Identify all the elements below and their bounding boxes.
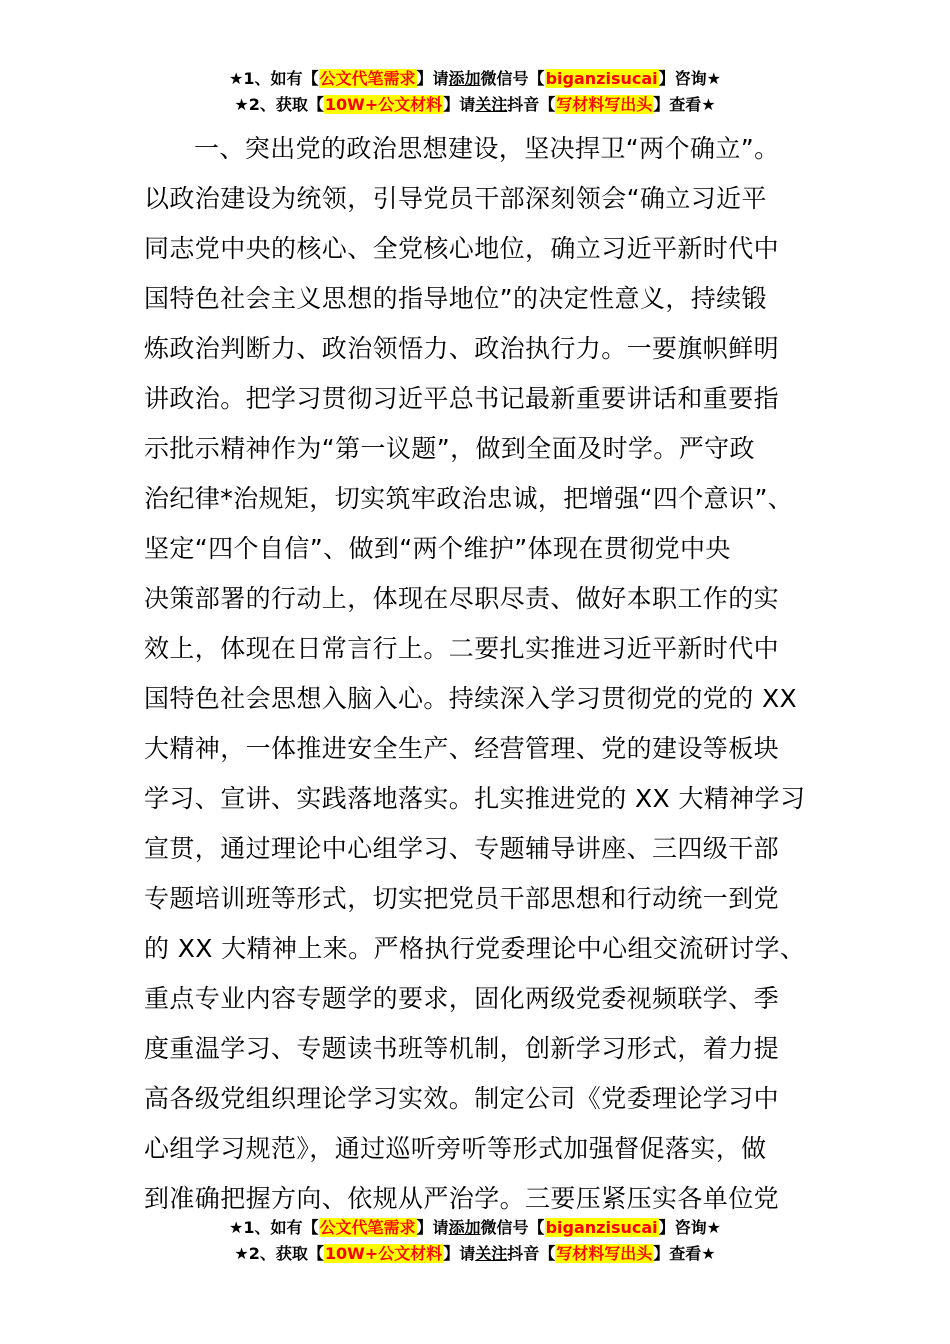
- paragraph-line: 大精神，一体推进安全生产、经营管理、党的建设等板块: [144, 734, 780, 763]
- banner-text: ★2、获取【: [234, 1244, 324, 1263]
- banner-highlight: 写材料写出头: [556, 95, 653, 114]
- paragraph-line: 重点专业内容专题学的要求，固化两级党委视频联学、季: [144, 984, 780, 1013]
- banner-text: 】咨询★: [658, 69, 721, 88]
- banner-text: 】请: [416, 69, 449, 88]
- top-banner: [0, 66, 950, 118]
- paragraph-line: 以政治建设为统领，引导党员干部深刻领会“确立习近平: [144, 184, 767, 213]
- paragraph-line: 炼政治判断力、政治领悟力、政治执行力。一要旗帜鲜明: [144, 334, 780, 363]
- paragraph-line: 专题培训班等形式，切实把党员干部思想和行动统一到党: [144, 884, 780, 913]
- paragraph-line: 心组学习规范》，通过巡听旁听等形式加强督促落实，做: [144, 1134, 767, 1163]
- banner-text: 微信号【: [480, 69, 545, 88]
- paragraph-line: 高各级党组织理论学习实效。制定公司《党委理论学习中: [144, 1084, 780, 1113]
- banner-highlight: biganzisucai: [545, 69, 658, 88]
- banner-underlined: 添加: [448, 69, 481, 88]
- paragraph-line: 决策部署的行动上，体现在尽职尽责、做好本职工作的实: [144, 584, 780, 613]
- banner-text: 抖音【: [507, 1244, 556, 1263]
- banner-line-1: [0, 1215, 950, 1241]
- banner-underlined: 关注: [475, 1244, 508, 1263]
- banner-highlight: biganzisucai: [545, 1218, 658, 1237]
- paragraph-line: 坚定“四个自信”、做到“两个维护”体现在贯彻党中央: [144, 534, 731, 563]
- document-body: [144, 124, 814, 1224]
- paragraph-line: 国特色社会主义思想的指导地位”的决定性意义，持续锻: [144, 284, 767, 313]
- banner-text: 】咨询★: [658, 1218, 721, 1237]
- paragraph-line: 效上，体现在日常言行上。二要扎实推进习近平新时代中: [144, 634, 780, 663]
- banner-text: 】查看★: [653, 1244, 716, 1263]
- banner-text: 】请: [416, 1218, 449, 1237]
- banner-text: 】请: [443, 95, 476, 114]
- banner-text: ★1、如有【: [229, 1218, 319, 1237]
- banner-text: 抖音【: [507, 95, 556, 114]
- banner-highlight: 公文代笔需求: [319, 1218, 416, 1237]
- banner-text: 】请: [443, 1244, 476, 1263]
- paragraph-line: 同志党中央的核心、全党核心地位，确立习近平新时代中: [144, 234, 780, 263]
- banner-text: ★2、获取【: [234, 95, 324, 114]
- paragraph-line: 的 XX 大精神上来。严格执行党委理论中心组交流研讨学、: [144, 934, 806, 963]
- banner-underlined: 关注: [475, 95, 508, 114]
- banner-line-2: [0, 1241, 950, 1267]
- banner-line-2: [0, 92, 950, 118]
- paragraph-line: 示批示精神作为“第一议题”，做到全面及时学。严守政: [144, 434, 755, 463]
- paragraph-line: 学习、宣讲、实践落地落实。扎实推进党的 XX 大精神学习: [144, 784, 806, 813]
- paragraph-line: 到准确把握方向、依规从严治学。三要压紧压实各单位党: [144, 1184, 780, 1213]
- paragraph-line: 国特色社会思想入脑入心。持续深入学习贯彻党的党的 XX: [144, 684, 798, 713]
- banner-underlined: 添加: [448, 1218, 481, 1237]
- bottom-banner: [0, 1215, 950, 1267]
- banner-highlight: 公文代笔需求: [319, 69, 416, 88]
- banner-highlight: 10W+公文材料: [324, 95, 443, 114]
- banner-highlight: 10W+公文材料: [324, 1244, 443, 1263]
- paragraph-line: 度重温学习、专题读书班等机制，创新学习形式，着力提: [144, 1034, 780, 1063]
- paragraph-line: 讲政治。把学习贯彻习近平总书记最新重要讲话和重要指: [144, 384, 780, 413]
- banner-text: 微信号【: [480, 1218, 545, 1237]
- paragraph-line: 宣贯，通过理论中心组学习、专题辅导讲座、三四级干部: [144, 834, 780, 863]
- banner-line-1: [0, 66, 950, 92]
- paragraph-line: 治纪律*治规矩，切实筑牢政治忠诚，把增强“四个意识”、: [144, 484, 794, 513]
- paragraph-line: 一、突出党的政治思想建设，坚决捍卫“两个确立”。: [194, 134, 780, 163]
- banner-text: 】查看★: [653, 95, 716, 114]
- banner-text: ★1、如有【: [229, 69, 319, 88]
- banner-highlight: 写材料写出头: [556, 1244, 653, 1263]
